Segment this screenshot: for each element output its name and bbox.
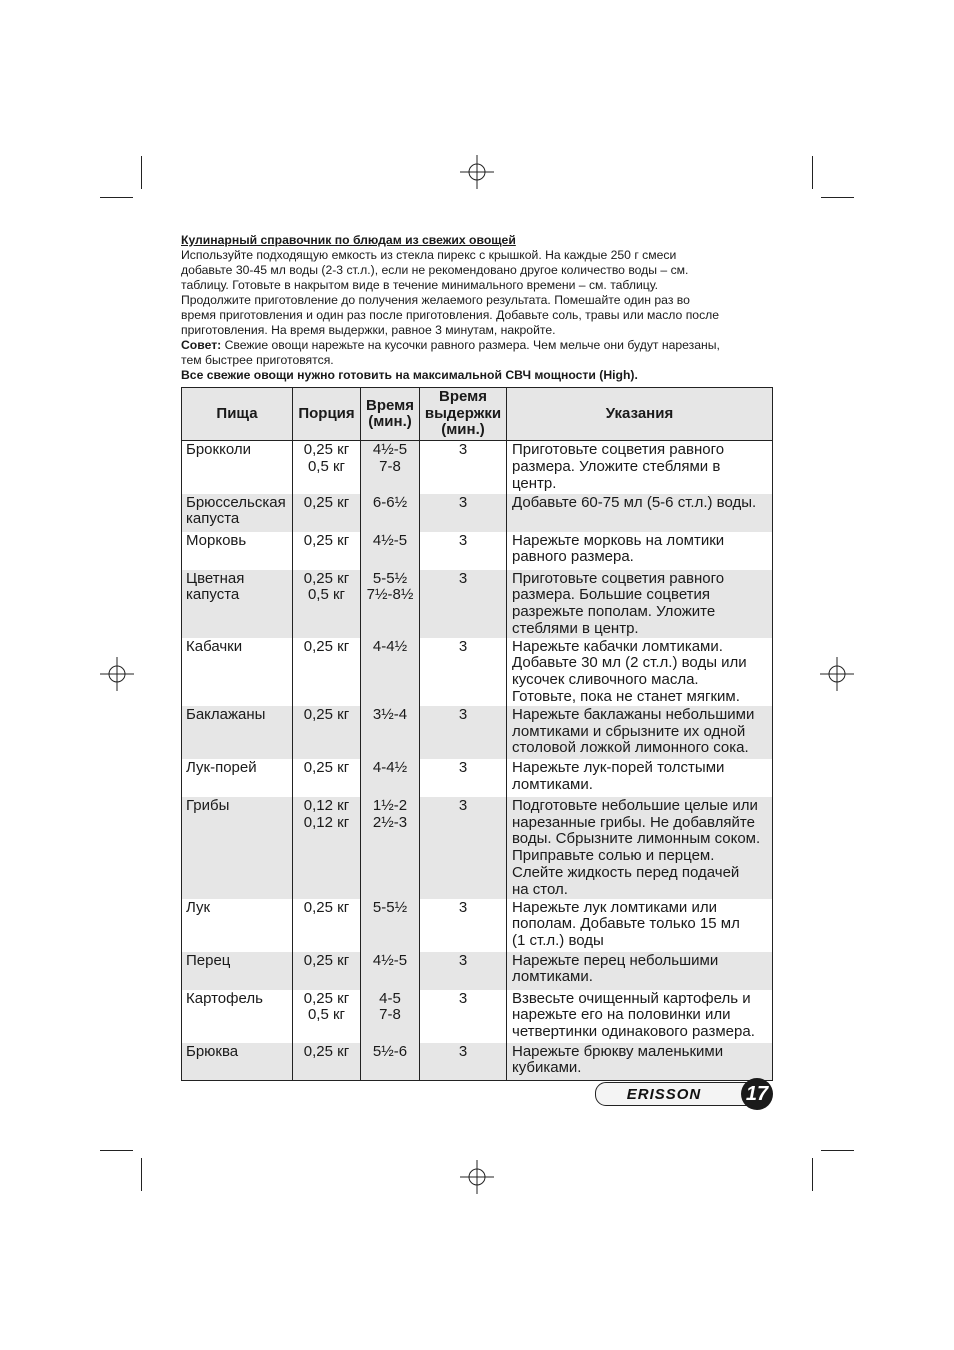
brand-logo: [595, 1082, 751, 1106]
cell-instructions: Нарежьте лук-порей толстыми ломтиками.: [507, 759, 773, 797]
cell-food: Лук: [182, 899, 293, 952]
registration-mark-icon: [100, 657, 134, 691]
cell-portion: 0,25 кг 0,5 кг: [293, 990, 361, 1043]
cell-instructions: Нарежьте брюкву маленькими кубиками.: [507, 1043, 773, 1081]
cell-instructions: Добавьте 60-75 мл (5-6 ст.л.) воды.: [507, 494, 773, 532]
cell-food: Морковь: [182, 532, 293, 570]
table-row: [182, 441, 773, 494]
cell-time: 5-5½: [361, 899, 420, 952]
page-number: 17: [741, 1078, 773, 1110]
table-row: [182, 494, 773, 532]
table-row: [182, 759, 773, 797]
cell-portion: 0,25 кг: [293, 899, 361, 952]
cell-time: 4½-5: [361, 532, 420, 570]
cell-portion: 0,12 кг 0,12 кг: [293, 797, 361, 899]
cell-instructions: Нарежьте баклажаны небольшими ломтиками и сбрызните их одной столовой ложкой лимонного сока.: [507, 706, 773, 759]
cell-instructions: Нарежьте лук ломтиками или пополам. Добавьте только 15 мл (1 ст.л.) воды: [507, 899, 773, 952]
tip-label: Совет:: [181, 338, 222, 352]
crop-mark: [812, 156, 813, 189]
cell-time: 4½-5 7-8: [361, 441, 420, 494]
intro-line: Используйте подходящую емкость из стекла пирекс с крышкой. На каждые 250 г смеси: [181, 248, 677, 262]
cell-standing-time: 3: [420, 570, 507, 638]
cell-portion: 0,25 кг 0,5 кг: [293, 570, 361, 638]
cell-standing-time: 3: [420, 759, 507, 797]
registration-mark-icon: [820, 657, 854, 691]
cell-standing-time: 3: [420, 706, 507, 759]
table-row: [182, 1043, 773, 1081]
cell-standing-time: 3: [420, 797, 507, 899]
table-row: [182, 899, 773, 952]
cell-portion: 0,25 кг: [293, 532, 361, 570]
cell-food: Брюква: [182, 1043, 293, 1081]
cell-instructions: Нарежьте морковь на ломтики равного размера.: [507, 532, 773, 570]
column-header-standing-time: Время выдержки (мин.): [420, 388, 507, 441]
cell-time: 3½-4: [361, 706, 420, 759]
cell-time: 4-5 7-8: [361, 990, 420, 1043]
tip-line: Свежие овощи нарежьте на кусочки равного размера. Чем мельче они будут нарезаны,: [221, 338, 720, 352]
intro-line: таблицу. Готовьте в накрытом виде в течение минимального времени – см. таблицу.: [181, 278, 659, 292]
cell-portion: 0,25 кг: [293, 494, 361, 532]
cell-portion: 0,25 кг: [293, 952, 361, 990]
cell-time: 4-4½: [361, 759, 420, 797]
cell-portion: 0,25 кг 0,5 кг: [293, 441, 361, 494]
column-header-food: Пища: [182, 388, 293, 441]
table-header-row: [182, 388, 773, 441]
crop-mark: [141, 156, 142, 189]
table-row: [182, 638, 773, 706]
cell-instructions: Приготовьте соцветия равного размера. Большие соцветия разрежьте пополам. Уложите стеблями в центр.: [507, 570, 773, 638]
cell-standing-time: 3: [420, 494, 507, 532]
table-row: [182, 570, 773, 638]
cell-standing-time: 3: [420, 532, 507, 570]
cell-time: 4½-5: [361, 952, 420, 990]
crop-mark: [141, 1158, 142, 1191]
cell-food: Кабачки: [182, 638, 293, 706]
intro-line: Продолжите приготовление до получения желаемого результата. Помешайте один раз во: [181, 293, 690, 307]
cell-food: Брюссельская капуста: [182, 494, 293, 532]
cell-portion: 0,25 кг: [293, 1043, 361, 1081]
section-title: Кулинарный справочник по блюдам из свежих овощей: [181, 233, 516, 247]
cell-standing-time: 3: [420, 899, 507, 952]
cell-food: Перец: [182, 952, 293, 990]
table-row: [182, 797, 773, 899]
intro-line: добавьте 30-45 мл воды (2-3 ст.л.), если не рекомендовано другое количество воды – см.: [181, 263, 689, 277]
column-header-time: Время (мин.): [361, 388, 420, 441]
intro-section: [181, 233, 773, 383]
cell-standing-time: 3: [420, 990, 507, 1043]
cell-time: 5-5½ 7½-8½: [361, 570, 420, 638]
cell-time: 4-4½: [361, 638, 420, 706]
crop-mark: [100, 197, 133, 198]
cell-time: 1½-2 2½-3: [361, 797, 420, 899]
column-header-instructions: Указания: [507, 388, 773, 441]
intro-line: приготовления. На время выдержки, равное 3 минутам, накройте.: [181, 323, 556, 337]
cell-instructions: Нарежьте перец небольшими ломтиками.: [507, 952, 773, 990]
crop-mark: [821, 1150, 854, 1151]
intro-line: время приготовления и один раз после приготовления. Добавьте соль, травы или масло после: [181, 308, 720, 322]
cell-food: Цветная капуста: [182, 570, 293, 638]
cell-standing-time: 3: [420, 952, 507, 990]
cell-standing-time: 3: [420, 1043, 507, 1081]
table-row: [182, 532, 773, 570]
cell-instructions: Приготовьте соцветия равного размера. Уложите стеблями в центр.: [507, 441, 773, 494]
tip-line: тем быстрее приготовятся.: [181, 353, 334, 367]
cell-standing-time: 3: [420, 638, 507, 706]
cell-instructions: Нарежьте кабачки ломтиками. Добавьте 30 мл (2 ст.л.) воды или кусочек сливочного масла. Готовьте, пока не станет мягким.: [507, 638, 773, 706]
table-row: [182, 706, 773, 759]
crop-mark: [812, 1158, 813, 1191]
cell-time: 6-6½: [361, 494, 420, 532]
cell-food: Картофель: [182, 990, 293, 1043]
vegetable-cooking-table: [181, 387, 773, 1081]
cell-food: Баклажаны: [182, 706, 293, 759]
crop-mark: [821, 197, 854, 198]
column-header-portion: Порция: [293, 388, 361, 441]
registration-mark-icon: [460, 155, 494, 189]
cell-portion: 0,25 кг: [293, 759, 361, 797]
cell-portion: 0,25 кг: [293, 706, 361, 759]
cell-time: 5½-6: [361, 1043, 420, 1081]
intro-paragraph: [181, 248, 773, 338]
cell-food: Брокколи: [182, 441, 293, 494]
registration-mark-icon: [460, 1160, 494, 1194]
cell-food: Лук-порей: [182, 759, 293, 797]
tip-paragraph: [181, 338, 773, 368]
brand-name: ERISSON: [626, 1085, 702, 1103]
table-row: [182, 952, 773, 990]
cell-food: Грибы: [182, 797, 293, 899]
cell-portion: 0,25 кг: [293, 638, 361, 706]
cell-instructions: Подготовьте небольшие целые или нарезанные грибы. Не добавляйте воды. Сбрызните лимонным соком. Приправьте солью и перцем. Слейте жидкость перед подачей на стол.: [507, 797, 773, 899]
crop-mark: [100, 1150, 133, 1151]
table-row: [182, 990, 773, 1043]
cell-standing-time: 3: [420, 441, 507, 494]
power-note: Все свежие овощи нужно готовить на максимальной СВЧ мощности (High).: [181, 368, 638, 382]
cell-instructions: Взвесьте очищенный картофель и нарежьте его на половинки или четвертинки одинакового размера.: [507, 990, 773, 1043]
